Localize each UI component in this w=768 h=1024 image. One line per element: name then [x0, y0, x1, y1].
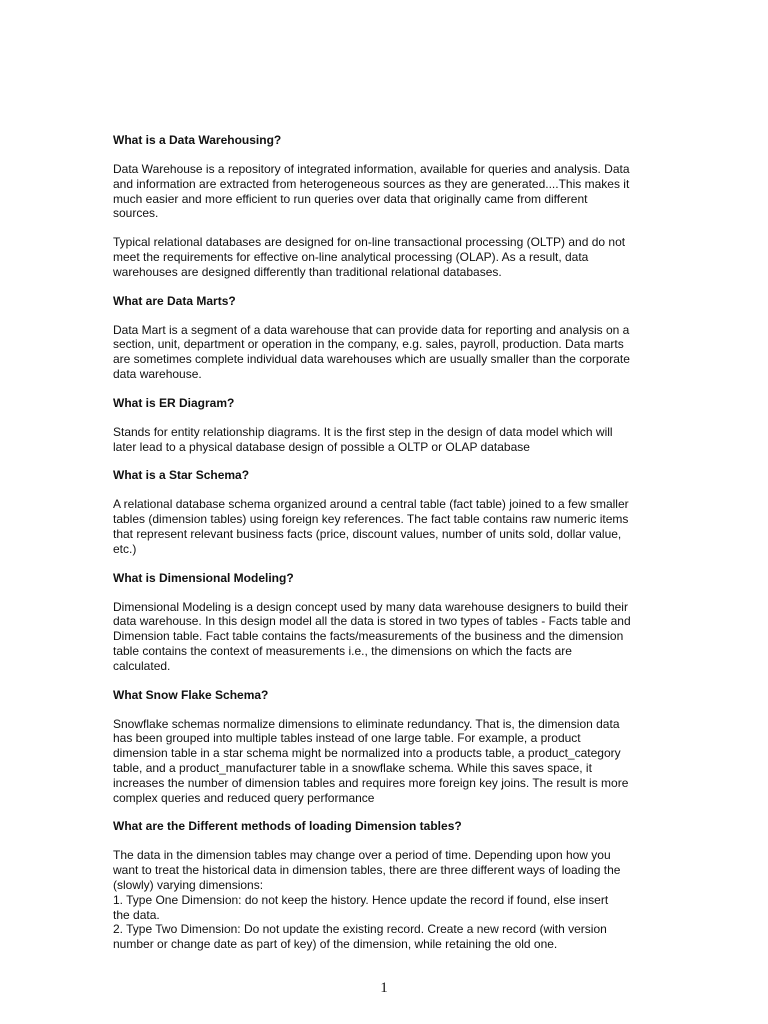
text-line: Data Warehouse is a repository of integrated information, available for queries and analysis. Data [113, 162, 630, 176]
text-line: Stands for entity relationship diagrams. It is the first step in the design of data model which will [113, 424, 613, 439]
body-paragraph [113, 235, 661, 279]
text-line: much easier and more efficient to run queries over data that originally came from different [113, 191, 588, 206]
section-heading: What is Dimensional Modeling? [113, 570, 294, 585]
text-line: complex queries and reduced query performance [113, 790, 375, 805]
body-paragraph [113, 600, 661, 674]
text-line: calculated. [113, 658, 171, 673]
document-page [113, 133, 661, 966]
text-line: warehouses are designed differently than traditional relational databases. [113, 264, 502, 279]
section-heading: What is ER Diagram? [113, 395, 235, 410]
text-line: that represent relevant business facts (price, discount values, number of units sold, dollar value, [113, 526, 622, 541]
text-line: Snowflake schemas normalize dimensions to eliminate redundancy. That is, the dimension data [113, 716, 620, 731]
text-line: data warehouse. In this design model all the data is stored in two types of tables - Facts table and [113, 614, 631, 629]
text-line: Typical relational databases are designed for on-line transactional processing (OLTP) and do not [113, 235, 626, 250]
section-heading: What are the Different methods of loading Dimension tables? [113, 819, 462, 834]
text-line: section, unit, department or operation in the company, e.g. sales, payroll, production. Data marts [113, 337, 624, 352]
text-line: meet the requirements for effective on-line analytical processing (OLAP). As a result, data [113, 249, 589, 264]
text-line: the data. [113, 907, 160, 922]
text-line: tables (dimension tables) using foreign key references. The fact table contains raw numeric items [113, 512, 629, 527]
body-paragraph [113, 497, 661, 556]
page-number: 1 [380, 980, 388, 996]
text-line: table, and a product_manufacturer table in a snowflake schema. While this saves space, it [113, 760, 592, 775]
section-heading: What Snow Flake Schema? [113, 687, 269, 702]
text-line: want to treat the historical data in dimension tables, there are three different ways of loading the [113, 863, 621, 878]
body-paragraph [113, 162, 661, 221]
text-line: 1. Type One Dimension: do not keep the history. Hence update the record if found, else insert [113, 892, 609, 907]
section-heading: What are Data Marts? [113, 293, 236, 308]
text-line: table contains the context of measurements i.e., the dimensions on which the facts are [113, 643, 572, 658]
text-line: (slowly) varying dimensions: [113, 877, 264, 892]
text-line: etc.) [113, 541, 137, 556]
text-line: sources. [113, 206, 159, 221]
text-line: data warehouse. [113, 366, 202, 381]
text-line: 2. Type Two Dimension: Do not update the existing record. Create a new record (with version [113, 922, 607, 937]
text-line: A relational database schema organized around a central table (fact table) joined to a few smaller [113, 497, 629, 512]
text-line: Data Mart is a segment of a data warehouse that can provide data for reporting and analysis on a [113, 322, 630, 337]
body-paragraph [113, 717, 661, 806]
text-line: are sometimes complete individual data warehouses which are usually smaller than the corporate [113, 352, 630, 367]
text-line: Dimensional Modeling is a design concept used by many data warehouse designers to build their [113, 599, 628, 614]
body-paragraph [113, 323, 661, 382]
text-line: increases the number of dimension tables and requires more foreign key joins. The result is more [113, 775, 629, 790]
section-heading: What is a Star Schema? [113, 468, 250, 483]
text-line: number or change date as part of key) of the dimension, while retaining the old one. [113, 937, 558, 952]
section-heading: What is a Data Warehousing? [113, 133, 282, 147]
text-line: and information are extracted from heterogeneous sources as they are generated....This makes it [113, 176, 630, 191]
text-line: Dimension table. Fact table contains the facts/measurements of the business and the dimension [113, 629, 624, 644]
body-paragraph [113, 425, 661, 455]
text-line: has been grouped into multiple tables instead of one large table. For example, a product [113, 731, 581, 746]
text-line: later lead to a physical database design of possible a OLTP or OLAP database [113, 439, 530, 454]
text-line: dimension table in a star schema might be normalized into a products table, a product_category [113, 746, 621, 761]
text-line: The data in the dimension tables may change over a period of time. Depending upon how you [113, 848, 611, 863]
body-paragraph [113, 848, 661, 952]
